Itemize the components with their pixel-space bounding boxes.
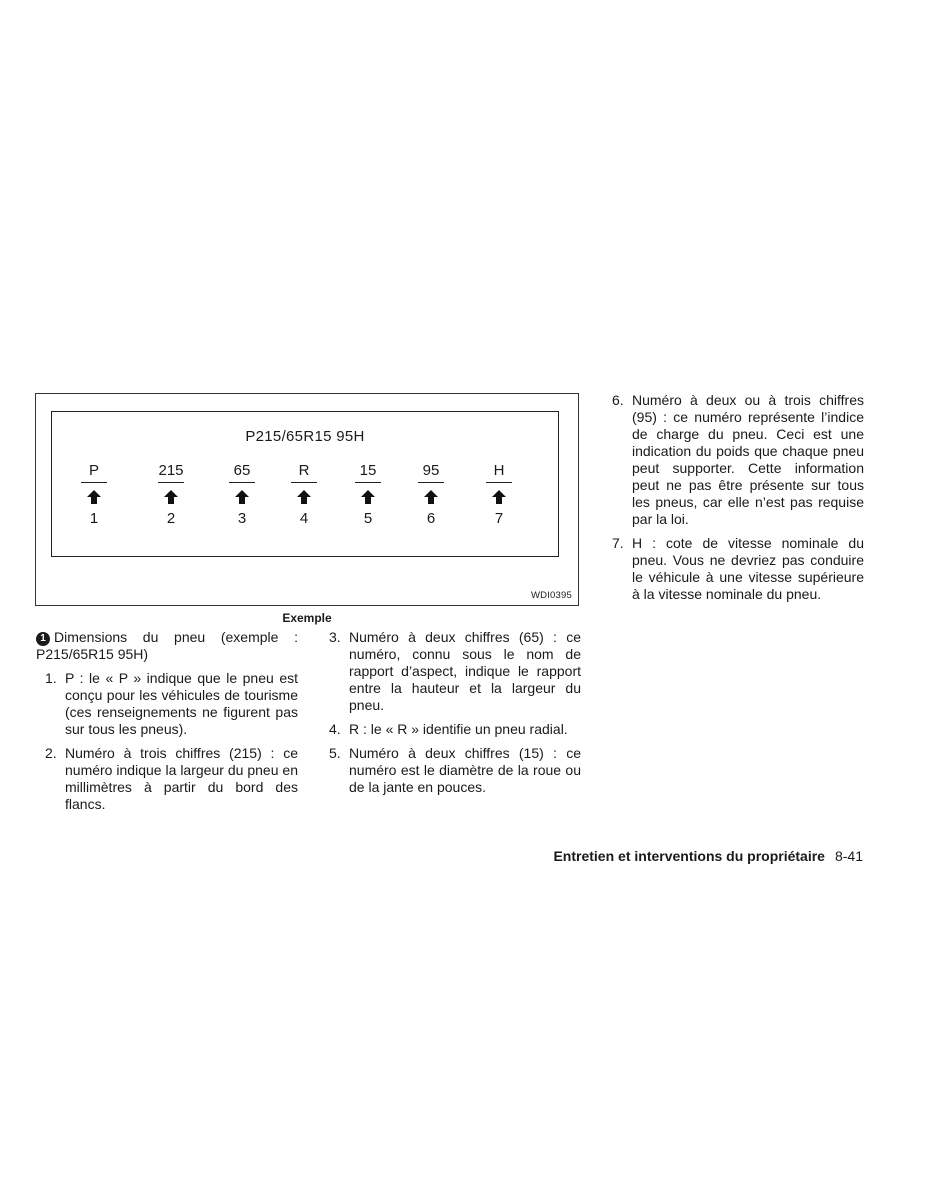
segment-underline bbox=[418, 482, 444, 483]
up-arrow-icon bbox=[423, 489, 439, 505]
segment-number: 2 bbox=[166, 510, 176, 527]
list-item bbox=[45, 670, 298, 738]
segment-underline bbox=[486, 482, 512, 483]
segment-underline bbox=[81, 482, 107, 483]
list-item bbox=[612, 392, 864, 528]
left-list bbox=[36, 670, 298, 813]
list-item-text: Numéro à deux ou à trois chiffres (95) : ce numéro représente l’indice de charge du pneu. Ceci est une indication du poids que chaque pneu peut supporter. Cette information peut ne pas être présente sur tous les pneus, car elle n’est pas requise par la loi. bbox=[632, 392, 864, 527]
circled-number-marker: 1 bbox=[36, 632, 50, 646]
segment-number: 7 bbox=[494, 510, 504, 527]
intro-text: Dimensions du pneu (exemple : P215/65R15 95H) bbox=[36, 629, 298, 662]
tire-code-label: P215/65R15 95H bbox=[245, 428, 365, 445]
page-footer bbox=[553, 848, 863, 864]
segment-number: 6 bbox=[426, 510, 436, 527]
intro-paragraph bbox=[36, 629, 298, 663]
segment-underline bbox=[291, 482, 317, 483]
list-item bbox=[329, 629, 581, 714]
list-item bbox=[45, 745, 298, 813]
tire-size-figure bbox=[35, 393, 579, 606]
segment-code: 95 bbox=[422, 462, 440, 479]
segment-number: 3 bbox=[237, 510, 247, 527]
segment-number: 1 bbox=[89, 510, 99, 527]
segment-number: 4 bbox=[299, 510, 309, 527]
list-item-text: H : cote de vitesse nominale du pneu. Vous ne devriez pas conduire le véhicule à une vitesse supérieure à la vitesse nominale du pneu. bbox=[632, 535, 864, 602]
segment-number: 5 bbox=[363, 510, 373, 527]
up-arrow-icon bbox=[86, 489, 102, 505]
page-number: 8-41 bbox=[834, 848, 863, 864]
segment-code: R bbox=[298, 462, 310, 479]
segment-code: P bbox=[88, 462, 99, 479]
list-item-number: 2. bbox=[45, 745, 57, 761]
list-item-number: 7. bbox=[612, 535, 624, 551]
figure-caption: Exemple bbox=[282, 611, 332, 625]
list-item-text: R : le « R » identifie un pneu radial. bbox=[349, 721, 568, 737]
list-item-number: 4. bbox=[329, 721, 341, 737]
list-item-text: Numéro à deux chiffres (15) : ce numéro est le diamètre de la roue ou de la jante en pouces. bbox=[349, 745, 581, 795]
up-arrow-icon bbox=[163, 489, 179, 505]
segment-underline bbox=[158, 482, 184, 483]
list-item-number: 3. bbox=[329, 629, 341, 645]
list-item-text: Numéro à deux chiffres (65) : ce numéro, connu sous le nom de rapport d’aspect, indique le rapport entre la hauteur et la largeur du pneu. bbox=[349, 629, 581, 713]
segment-code: 15 bbox=[359, 462, 377, 479]
list-item-number: 5. bbox=[329, 745, 341, 761]
section-title: Entretien et interventions du propriétaire bbox=[553, 848, 825, 864]
up-arrow-icon bbox=[360, 489, 376, 505]
list-item bbox=[329, 721, 581, 738]
figure-id: WDI0395 bbox=[530, 590, 572, 601]
tire-code-diagram bbox=[51, 411, 559, 557]
segment-underline bbox=[355, 482, 381, 483]
list-item bbox=[612, 535, 864, 603]
up-arrow-icon bbox=[491, 489, 507, 505]
segment-code: H bbox=[493, 462, 505, 479]
list-item-text: P : le « P » indique que le pneu est conçu pour les véhicules de tourisme (ces renseignements ne figurent pas sur tous les pneus). bbox=[65, 670, 298, 737]
list-item-number: 1. bbox=[45, 670, 57, 686]
right-column bbox=[612, 392, 864, 610]
middle-column bbox=[329, 629, 581, 803]
list-item-number: 6. bbox=[612, 392, 624, 408]
segment-code: 215 bbox=[158, 462, 184, 479]
left-column bbox=[36, 629, 298, 820]
segment-underline bbox=[229, 482, 255, 483]
list-item-text: Numéro à trois chiffres (215) : ce numéro indique la largeur du pneu en millimètres à partir du bord des flancs. bbox=[65, 745, 298, 812]
segment-code: 65 bbox=[233, 462, 251, 479]
up-arrow-icon bbox=[234, 489, 250, 505]
up-arrow-icon bbox=[296, 489, 312, 505]
list-item bbox=[329, 745, 581, 796]
